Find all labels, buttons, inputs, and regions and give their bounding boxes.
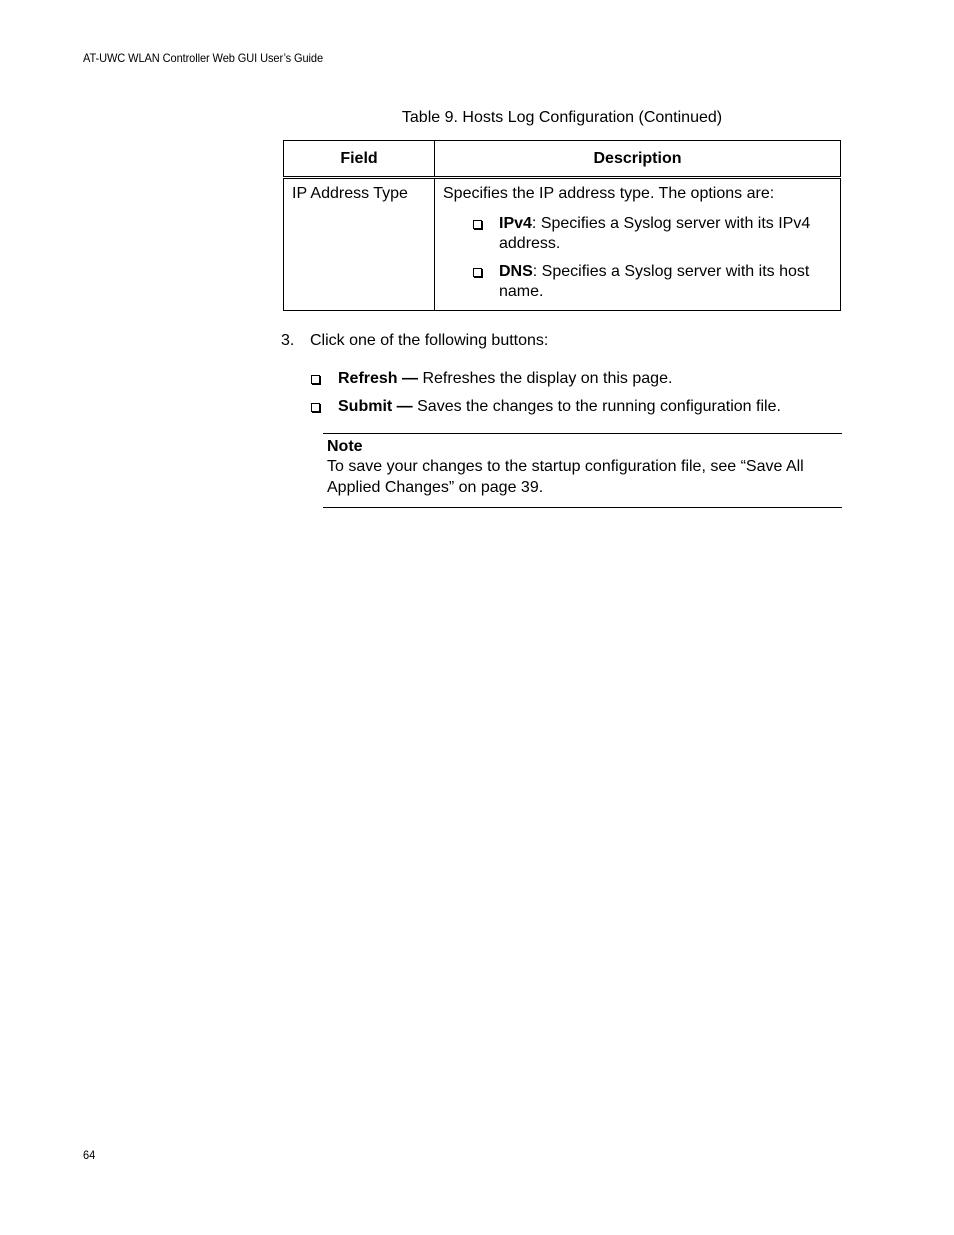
hosts-log-table [283, 140, 841, 311]
step-3 [281, 331, 548, 351]
option-term: DNS [499, 263, 533, 280]
description-cell [435, 178, 841, 311]
button-term-refresh: Refresh — [338, 370, 419, 387]
table-header-row [284, 141, 841, 178]
list-item [499, 262, 832, 302]
step-number: 3. [281, 332, 295, 349]
column-header-field: Field [284, 141, 435, 178]
option-term: IPv4 [499, 215, 532, 232]
table-row [284, 178, 841, 311]
table-caption: Table 9. Hosts Log Configuration (Continued) [401, 109, 723, 126]
running-header: AT-UWC WLAN Controller Web GUI User’s Guide [83, 51, 324, 65]
page-number: 64 [83, 1148, 96, 1162]
box-bullet-icon [311, 403, 320, 412]
options-list [443, 214, 832, 302]
list-item [338, 369, 781, 389]
option-text: : Specifies a Syslog server with its host name. [499, 263, 810, 300]
button-description: Refreshes the display on this page. [418, 370, 673, 387]
list-item [499, 214, 832, 254]
note-title: Note [327, 438, 363, 455]
button-term-submit: Submit — [338, 398, 413, 415]
list-item [338, 397, 781, 417]
field-cell: IP Address Type [284, 178, 435, 311]
note-box [323, 433, 842, 508]
column-header-description: Description [435, 141, 841, 178]
buttons-list [338, 369, 781, 425]
description-intro: Specifies the IP address type. The options are: [443, 185, 775, 202]
option-text: : Specifies a Syslog server with its IPv4 address. [499, 215, 811, 252]
box-bullet-icon [473, 268, 482, 277]
box-bullet-icon [473, 220, 482, 229]
button-description: Saves the changes to the running configuration file. [412, 398, 781, 415]
note-text: To save your changes to the startup configuration file, see “Save All Applied Changes” on page 39. [327, 458, 804, 496]
step-text: Click one of the following buttons: [310, 332, 549, 349]
box-bullet-icon [311, 375, 320, 384]
